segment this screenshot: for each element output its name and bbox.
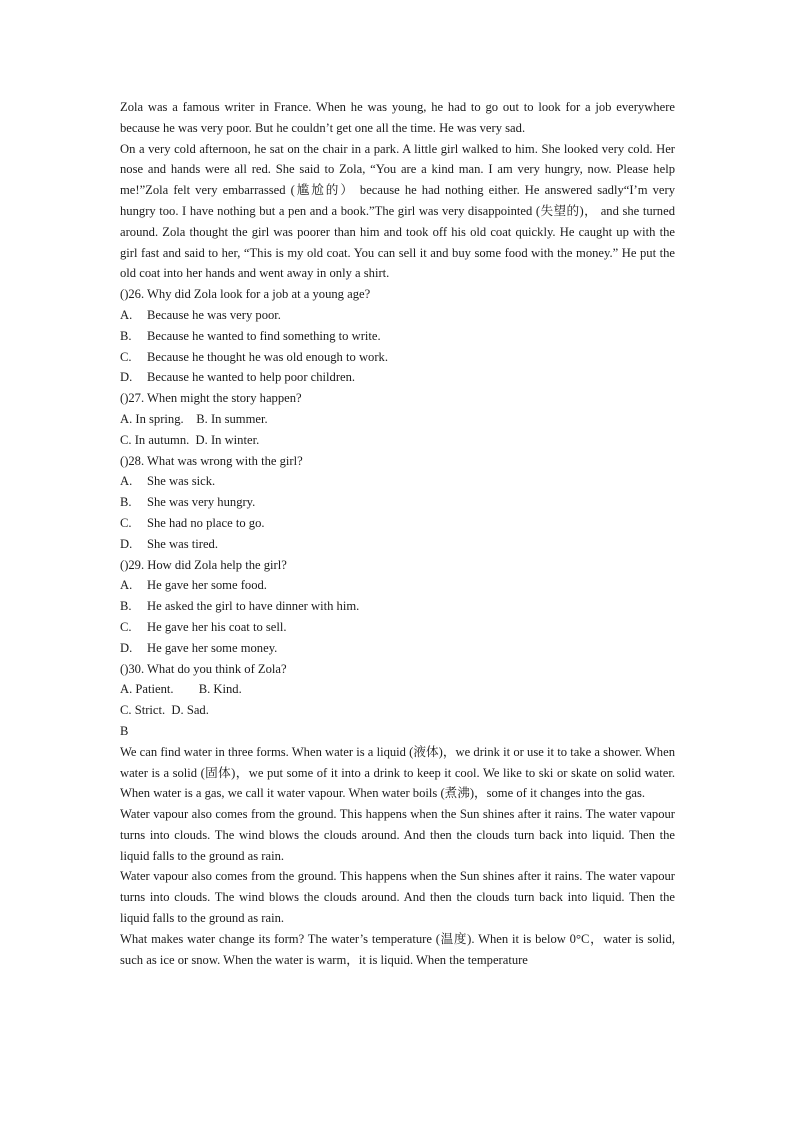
- passage-b-label: B: [120, 723, 129, 738]
- option-letter: C.: [120, 619, 132, 634]
- question-29-option-a: [120, 575, 675, 596]
- option-text: She was very hungry.: [147, 495, 256, 510]
- question-30-stem: ()30. What do you think of Zola?: [120, 661, 287, 676]
- question-28-stem: ()28. What was wrong with the girl?: [120, 453, 303, 468]
- document-page: [120, 97, 675, 970]
- question-29-option-d: [120, 638, 675, 659]
- option-text: She was tired.: [147, 536, 218, 551]
- passage-b-paragraph-3: Water vapour also comes from the ground. This happens when the Sun shines after it rains. The water vapour turns into clouds. The wind blows the clouds around. And then the clouds turn back into liquid. Then the liquid falls to the ground as rain.: [120, 869, 675, 926]
- option-letter: A.: [120, 307, 133, 322]
- question-26-option-a: [120, 305, 675, 326]
- passage-b-paragraph-2: Water vapour also comes from the ground. This happens when the Sun shines after it rains. The water vapour turns into clouds. The wind blows the clouds around. And then the clouds turn back into liquid. Then the liquid falls to the ground as rain.: [120, 807, 675, 863]
- option-letter: D.: [120, 640, 133, 655]
- question-27-options-line-1: A. In spring. B. In summer.: [120, 411, 268, 426]
- option-text: Because he wanted to help poor children.: [147, 370, 356, 385]
- question-30-options-line-2: C. Strict. D. Sad.: [120, 703, 209, 718]
- question-26-option-c: [120, 347, 675, 368]
- question-28-option-a: [120, 471, 675, 492]
- question-26-stem: ()26. Why did Zola look for a job at a young age?: [120, 287, 371, 302]
- question-30-options-line-1: A. Patient. B. Kind.: [120, 682, 242, 697]
- passage-a-paragraph-2: On a very cold afternoon, he sat on the chair in a park. A little girl walked to him. She looked very cold. Her nose and hands were all red. She said to Zola, “You are a kind man. I am very hungry, now. Please help me!”Zola felt very embarrassed (尴尬的） because he had nothing either. He answered sadly“I’m very hungry too. I have nothing but a pen and a book.”The girl was very disappointed (失望的)， and she turned around. Zola thought the girl was poorer than him and took off his old coat quickly. He caught up with the girl fast and said to her, “This is my old coat. You can sell it and buy some food with the money.” He put the old coat into her hands and went away in only a shirt.: [120, 141, 675, 281]
- option-text: Because he thought he was old enough to work.: [147, 349, 388, 364]
- option-letter: D.: [120, 536, 133, 551]
- passage-b-paragraph-1: We can find water in three forms. When water is a liquid (液体)，we drink it or use it to take a shower. When water is a solid (固体)，we put some of it into a drink to keep it cool. We like to ski or skate on solid water. When water is a gas, we call it water vapour. When water boils (煮沸)，some of it changes into the gas.: [120, 744, 675, 801]
- question-29-stem: ()29. How did Zola help the girl?: [120, 557, 287, 572]
- option-text: He gave her some food.: [147, 578, 267, 593]
- question-26-option-d: [120, 367, 675, 388]
- question-27-options-line-2: C. In autumn. D. In winter.: [120, 432, 260, 447]
- option-text: Because he was very poor.: [147, 307, 281, 322]
- question-29-option-b: [120, 596, 675, 617]
- option-letter: A.: [120, 474, 133, 489]
- option-letter: C.: [120, 515, 132, 530]
- question-26-option-b: [120, 326, 675, 347]
- question-28-option-b: [120, 492, 675, 513]
- option-letter: C.: [120, 349, 132, 364]
- option-text: He gave her his coat to sell.: [147, 619, 287, 634]
- option-letter: B.: [120, 328, 132, 343]
- question-27-stem: ()27. When might the story happen?: [120, 391, 302, 406]
- option-letter: A.: [120, 578, 133, 593]
- passage-a-paragraph-1: Zola was a famous writer in France. When he was young, he had to go out to look for a job everywhere because he was very poor. But he couldn’t get one all the time. He was very sad.: [120, 100, 675, 135]
- question-28-option-d: [120, 534, 675, 555]
- option-text: She was sick.: [147, 474, 216, 489]
- option-text: He gave her some money.: [147, 640, 278, 655]
- option-text: Because he wanted to find something to write.: [147, 328, 381, 343]
- option-letter: D.: [120, 370, 133, 385]
- option-text: He asked the girl to have dinner with him.: [147, 599, 360, 614]
- option-letter: B.: [120, 599, 132, 614]
- option-letter: B.: [120, 495, 132, 510]
- question-29-option-c: [120, 617, 675, 638]
- question-28-option-c: [120, 513, 675, 534]
- passage-b-paragraph-4: What makes water change its form? The water’s temperature (温度). When it is below 0°C，water is solid, such as ice or snow. When the water is warm，it is liquid. When the temperature: [120, 931, 675, 967]
- option-text: She had no place to go.: [147, 515, 265, 530]
